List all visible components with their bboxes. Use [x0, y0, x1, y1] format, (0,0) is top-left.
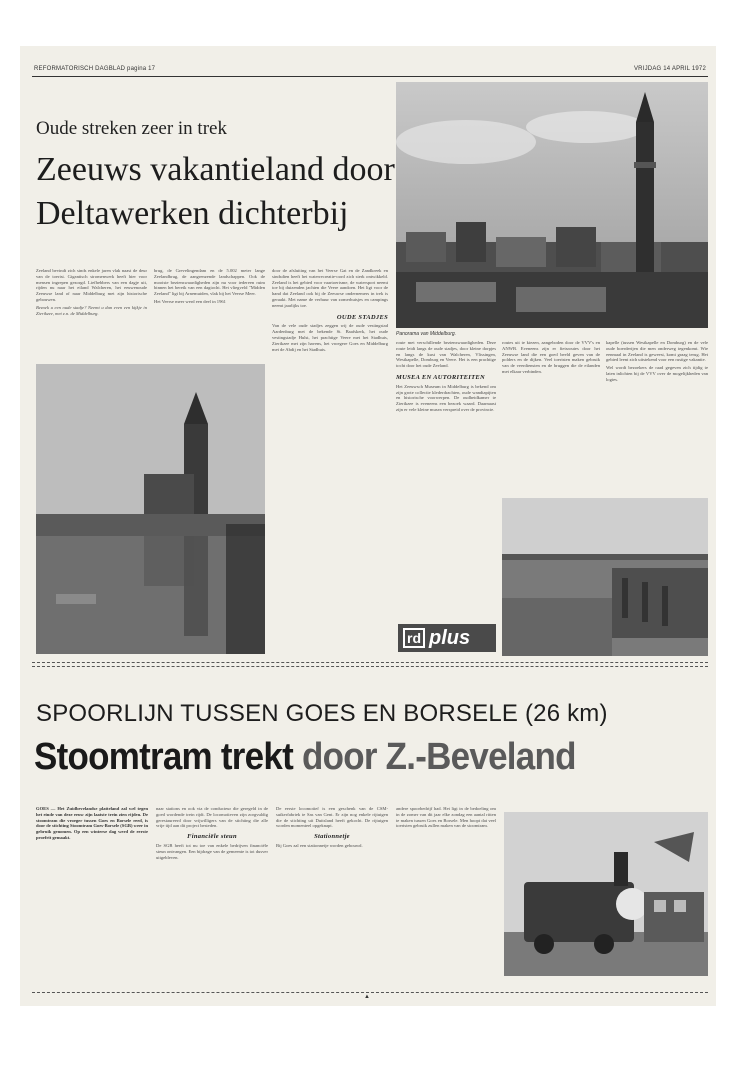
steam-tram-image [504, 812, 708, 976]
article2-col4 [396, 806, 496, 986]
col6-text2: Wel wordt bezoekers de raad gegeven zich tijdig te laten inlichten bij de VVV over de mogelijkheden van logies. [606, 365, 708, 382]
article2-col4-text: andere spoorbedrijf had. Het ligt in de bedoeling om in de zomer van dit jaar elke zondag een aantal ritten te maken tussen Goes en Borsele. Men hoopt dat veel toeristen gebruik zullen maken van de stoomtram. [396, 806, 496, 829]
article2-col3-text2: Bij Goes zal een stationnetje worden gebouwd. [276, 842, 363, 848]
newspaper-page [20, 46, 716, 1006]
article2-headline-main [34, 736, 576, 779]
article1-col6 [606, 340, 708, 470]
col1-intro: Zeeland bevindt zich sinds enkele jaren vlak naast de deur van de toerist. Gigantisch stromenwerk heeft hier voor mensen ingrepen gezorgd. Liefhebbers van een dagje uit, rijden nu naar het eiland Walcheren, het eeuwenoude Zeeuwse land of naar Middelburg met zijn historische gebouwen. [36, 268, 147, 302]
article-kicker: Oude streken zeer in trek [36, 118, 227, 139]
article2-col1 [36, 806, 148, 986]
article2-col2 [156, 806, 268, 986]
subhead-financiele-steun: Financiële steun [187, 833, 237, 841]
subhead-oude-stadjes: OUDE STADJES [336, 313, 388, 321]
article-headline-line1: Zeeuws vakantieland door [36, 151, 395, 188]
tower-image [36, 364, 265, 654]
harbour-image [502, 498, 708, 656]
article1-col2 [154, 268, 265, 368]
col4-text: route met verschillende bezienswaardigheden. Deze route leidt langs de oude stadjes, door kleine dorpjes en langs de kust van Walcheren, Vlissingen, Westkapelle, Domburg en Veere. Het is een prachtige tocht door het oude Zeeland. [396, 340, 496, 369]
photo-tower-reflection [36, 364, 265, 654]
col2-end: Het Veerse meer werd een deel in 1961 [154, 298, 226, 304]
col3-text: door de afsluiting van het Veerse Gat en de Zandkreek en sindsdien heeft het waterrecreatie-oord zich sterk ontwikkeld. Zeeland is het gebied voor vaartoerisme, de watersport neemt toe bij duizenden jachten die Veere aandoen. Het ligt voor de hand dat Zeeland ook bij de Zeeuwse ondernemers in trek is geraakt. Met name de verhuur van zomerhuisjes en campings neemt jaarlijks toe. [272, 268, 388, 308]
page-header-right: VRIJDAG 14 APRIL 1972 [633, 66, 706, 72]
col1-quote: Bezoek u een oude stadje? Neemt u dan even een kijkje in Zierikzee, met z.n. de Middelburg. [36, 304, 147, 316]
article2-col1-text: GOES — Het Zuidbevelandse platteland zal wel tegen het einde van deze eeuw zijn laatste trein zien rijden. De stoomtram die vroeger tussen Goes en Borsele reed, is door de stichting Stoomtram Goes-Borsele (SGB) weer in gebruik genomen. Op een winterse dag werd de eerste proefrit gemaakt. [36, 806, 148, 840]
article1-col4 [396, 340, 496, 616]
article-headline-line2: Deltawerken dichterbij [36, 195, 349, 232]
headline-part1: Stoomtram trekt [34, 736, 293, 778]
photo-middelburg-panorama [396, 82, 708, 328]
article1-col5 [502, 340, 600, 490]
subhead-stationnetje: Stationnetje [314, 833, 350, 841]
headline-part2: door Z.-Beveland [301, 736, 576, 778]
logo-plus: plus [429, 626, 471, 649]
rd-plus-logo [398, 624, 496, 652]
photo-steam-tram [504, 812, 708, 976]
article2-col2-text2: De SGB heeft tot nu toe van enkele bedrijven financiële steun ontvangen. Een bijdrage van de gemeente is tot dusver uitgebleven. [156, 842, 268, 860]
photo-harbour [502, 498, 708, 656]
subhead-musea: MUSEA EN AUTORITEITEN [396, 373, 486, 381]
col5-text: routes uit te kiezen, aangeboden door de VVV's en ANWB. Eveneens zijn er fietsroutes door het Zeeuwse land die een goed beeld geven van de polders en de dijken. Veel toeristen maken gebruik van de veerdiensten en de bruggen die de eilanden met elkaar verbinden. [502, 340, 600, 374]
article2-col3-text: De eerste locomotief is een geschenk van de CSM-suikerfabriek te Sas van Gent. Er zijn nog enkele rijtuigen die de stichting uit Duitsland heeft gekocht. De rijtuigen worden momenteel opgeknapt. [276, 806, 388, 829]
article2-col2-text: naar stations en ook via de conducteur die geregeld in de goed wordende trein rijdt. De locomotieven zijn zorgvuldig gerestaureerd door vrijwilligers van de stichting die alle vrije tijd aan dit project besteden. [156, 806, 268, 829]
section-separator-top-2 [32, 666, 708, 667]
page-header-left: REFORMATORISCH DAGBLAD pagina 17 [34, 66, 156, 72]
page-footer-mark: ▲ [364, 994, 370, 1000]
col2-text: brug, de Grevelingendam en de 5.002 meter lange Zeelandbrug, de aangrenzende landschappen. Ook de mooiste bezienswaardigheden zijn nu voor iedereen ruim binnen het bereik van een dagtocht. Het vliegveld "Midden Zeeland" ligt bij Arnemuiden, vlak bij het Veerse Meer. [154, 268, 265, 297]
col6-text: kapelle (tussen Westkapelle en Domburg) en de vele oude boerderijen die men onderweg tegenkomt. Wie eenmaal in Zeeland is geweest, komt graag terug. Het gebied leent zich uitstekend voor een rustige vakantie. [606, 340, 708, 363]
article2-headline-line1: SPOORLIJN TUSSEN GOES EN BORSELE (26 km) [36, 700, 608, 727]
col4-text2: Het Zeeuwsch Museum in Middelburg is bekend om zijn grote collectie klederdrachten, oude wandtapijten en historische voorwerpen. De oudheidkamer te Zierikzee is eveneens een bezoek waard. Daarnaast zijn er vele kleine musea verspreid over de provincie. [396, 383, 496, 412]
article2-col3 [276, 806, 388, 986]
article1-col3 [272, 268, 388, 614]
panorama-image [396, 82, 708, 328]
photo1-caption: Panorama van Middelburg. [396, 331, 457, 337]
logo-rd: rd [403, 628, 425, 648]
col3-text2: Van de vele oude stadjes zeggen wij de oude vestingstad Aardenburg met de bekende St. Baafskerk, het oude vestingstadje Hulst, het prachtige Veere met het Stadhuis, Zierikzee met zijn havens, het vroegere Goes en Middelburg met de Abdij en het Stadhuis. [272, 323, 388, 352]
section-separator-bottom [32, 992, 708, 993]
header-rule [32, 76, 708, 77]
section-separator-top [32, 662, 708, 663]
article1-col1 [36, 268, 147, 368]
